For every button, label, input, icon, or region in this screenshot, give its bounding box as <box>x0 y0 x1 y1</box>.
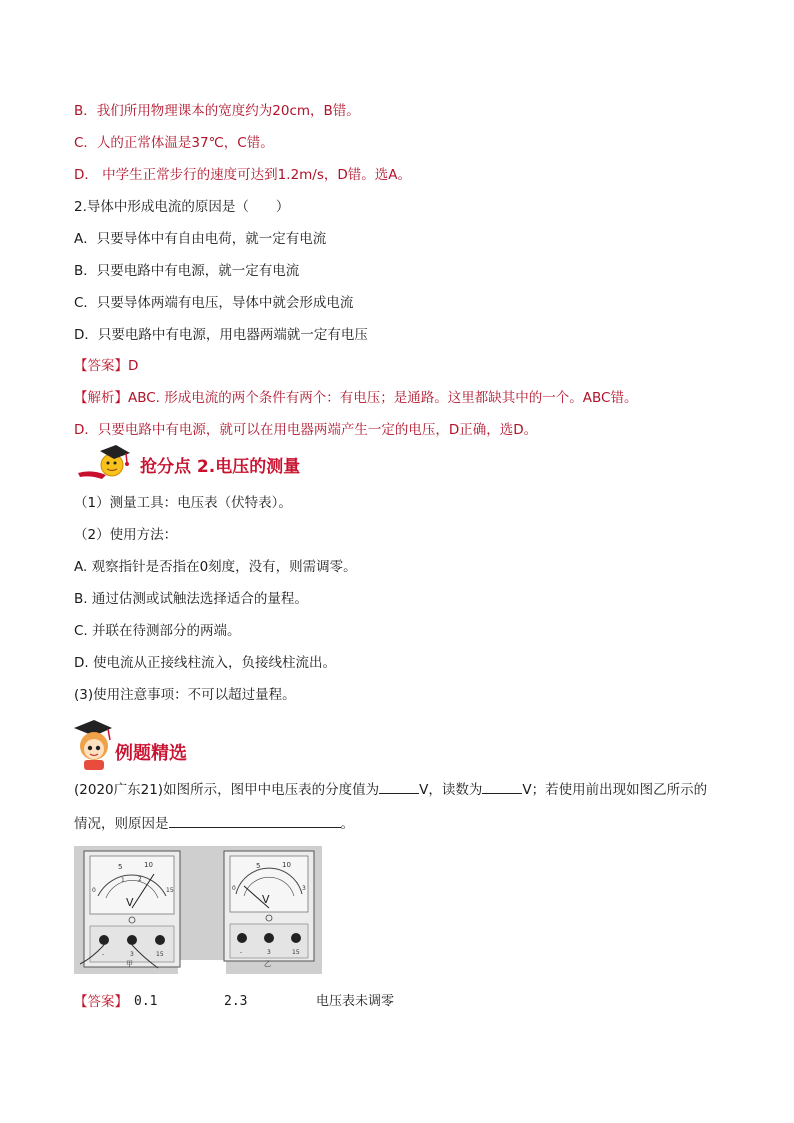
mascot-graduation-icon <box>72 443 134 483</box>
question-2-option-c: C．只要导体两端有电压，导体中就会形成电流 <box>74 295 354 311</box>
unit-symbol: V <box>126 896 134 909</box>
analysis-label: 【解析】 <box>74 390 128 406</box>
voltmeter-b <box>224 851 314 968</box>
scale-label: 3 <box>302 885 306 892</box>
voltmeter-a <box>80 851 180 968</box>
example-question-part-2: V，读数为 <box>419 782 483 798</box>
example-question-line-1 <box>74 779 707 800</box>
usage-notes: (3)使用注意事项：不可以超过量程。 <box>74 687 296 703</box>
analysis-option-d: D．只要电路中有电源，就可以在用电器两端产生一定的电压，D正确，选D。 <box>74 422 538 438</box>
analysis-line <box>74 388 637 408</box>
example-question-part-1: (2020广东21)如图所示，图甲中电压表的分度值为 <box>74 782 380 798</box>
final-answer-line <box>74 992 128 1012</box>
caption-jia: 甲 <box>126 960 133 968</box>
example-question-line-2 <box>74 813 354 834</box>
terminal-label: 3 <box>130 951 134 958</box>
blank-reading[interactable] <box>482 779 522 794</box>
section-title: 抢分点 2.电压的测量 <box>140 457 301 477</box>
example-question-part-3: V；若使用前出现如图乙所示的 <box>522 782 708 798</box>
usage-c: C. 并联在待测部分的两端。 <box>74 623 241 639</box>
terminal-label: - <box>240 949 243 956</box>
mascot-student-icon <box>70 716 116 772</box>
final-answer-label: 【答案】 <box>74 994 128 1010</box>
final-answer-3: 电压表未调零 <box>316 994 395 1009</box>
blank-division-value[interactable] <box>379 779 419 794</box>
example-question-part-5: 。 <box>340 816 354 832</box>
option-b-previous: B．我们所用物理课本的宽度约为20cm，B错。 <box>74 103 360 119</box>
scale-label: 15 <box>166 887 174 894</box>
option-c-previous: C．人的正常体温是37℃，C错。 <box>74 135 274 151</box>
voltmeter-figure <box>74 846 322 974</box>
scale-label: 1 <box>121 877 125 884</box>
scale-label: 2 <box>138 876 142 883</box>
scale-label: 10 <box>282 861 291 869</box>
scale-label: 10 <box>144 861 153 869</box>
usage-a: A. 观察指针是否指在0刻度，没有，则需调零。 <box>74 559 357 575</box>
blank-reason[interactable] <box>169 813 341 828</box>
usage-b: B. 通过估测或试触法选择适合的量程。 <box>74 591 308 607</box>
caption-yi: 乙 <box>264 960 271 968</box>
answer-line <box>74 356 138 376</box>
scale-label: 5 <box>256 862 261 870</box>
usage-d: D. 使电流从正接线柱流入，负接线柱流出。 <box>74 655 336 671</box>
measure-tool: （1）测量工具：电压表（伏特表）。 <box>74 495 292 511</box>
option-d-previous: D． 中学生正常步行的速度可达到1.2m/s，D错。选A。 <box>74 167 412 183</box>
analysis-text: ABC. 形成电流的两个条件有两个：有电压；是通路。这里都缺其中的一个。ABC错。 <box>128 390 638 406</box>
unit-symbol: V <box>262 893 270 906</box>
question-2-stem: 2.导体中形成电流的原因是（ ） <box>74 199 290 215</box>
terminal-label: - <box>102 951 105 958</box>
usage-heading: （2）使用方法： <box>74 527 178 543</box>
question-2-option-b: B．只要电路中有电源，就一定有电流 <box>74 263 300 279</box>
scale-label: 0 <box>232 885 236 892</box>
final-answer-1: 0.1 <box>134 994 158 1009</box>
terminal-label: 3 <box>267 949 271 956</box>
scale-label: 0 <box>92 887 96 894</box>
example-question-part-4: 情况，则原因是 <box>74 816 169 832</box>
answer-value: D <box>128 358 139 374</box>
answer-label: 【答案】 <box>74 358 128 374</box>
example-title: 例题精选 <box>115 743 187 764</box>
final-answer-2: 2.3 <box>224 994 248 1009</box>
terminal-label: 15 <box>292 949 300 956</box>
question-2-option-a: A．只要导体中有自由电荷，就一定有电流 <box>74 231 327 247</box>
question-2-option-d: D．只要电路中有电源，用电器两端就一定有电压 <box>74 327 368 343</box>
scale-label: 5 <box>118 863 123 871</box>
terminal-label: 15 <box>156 951 164 958</box>
